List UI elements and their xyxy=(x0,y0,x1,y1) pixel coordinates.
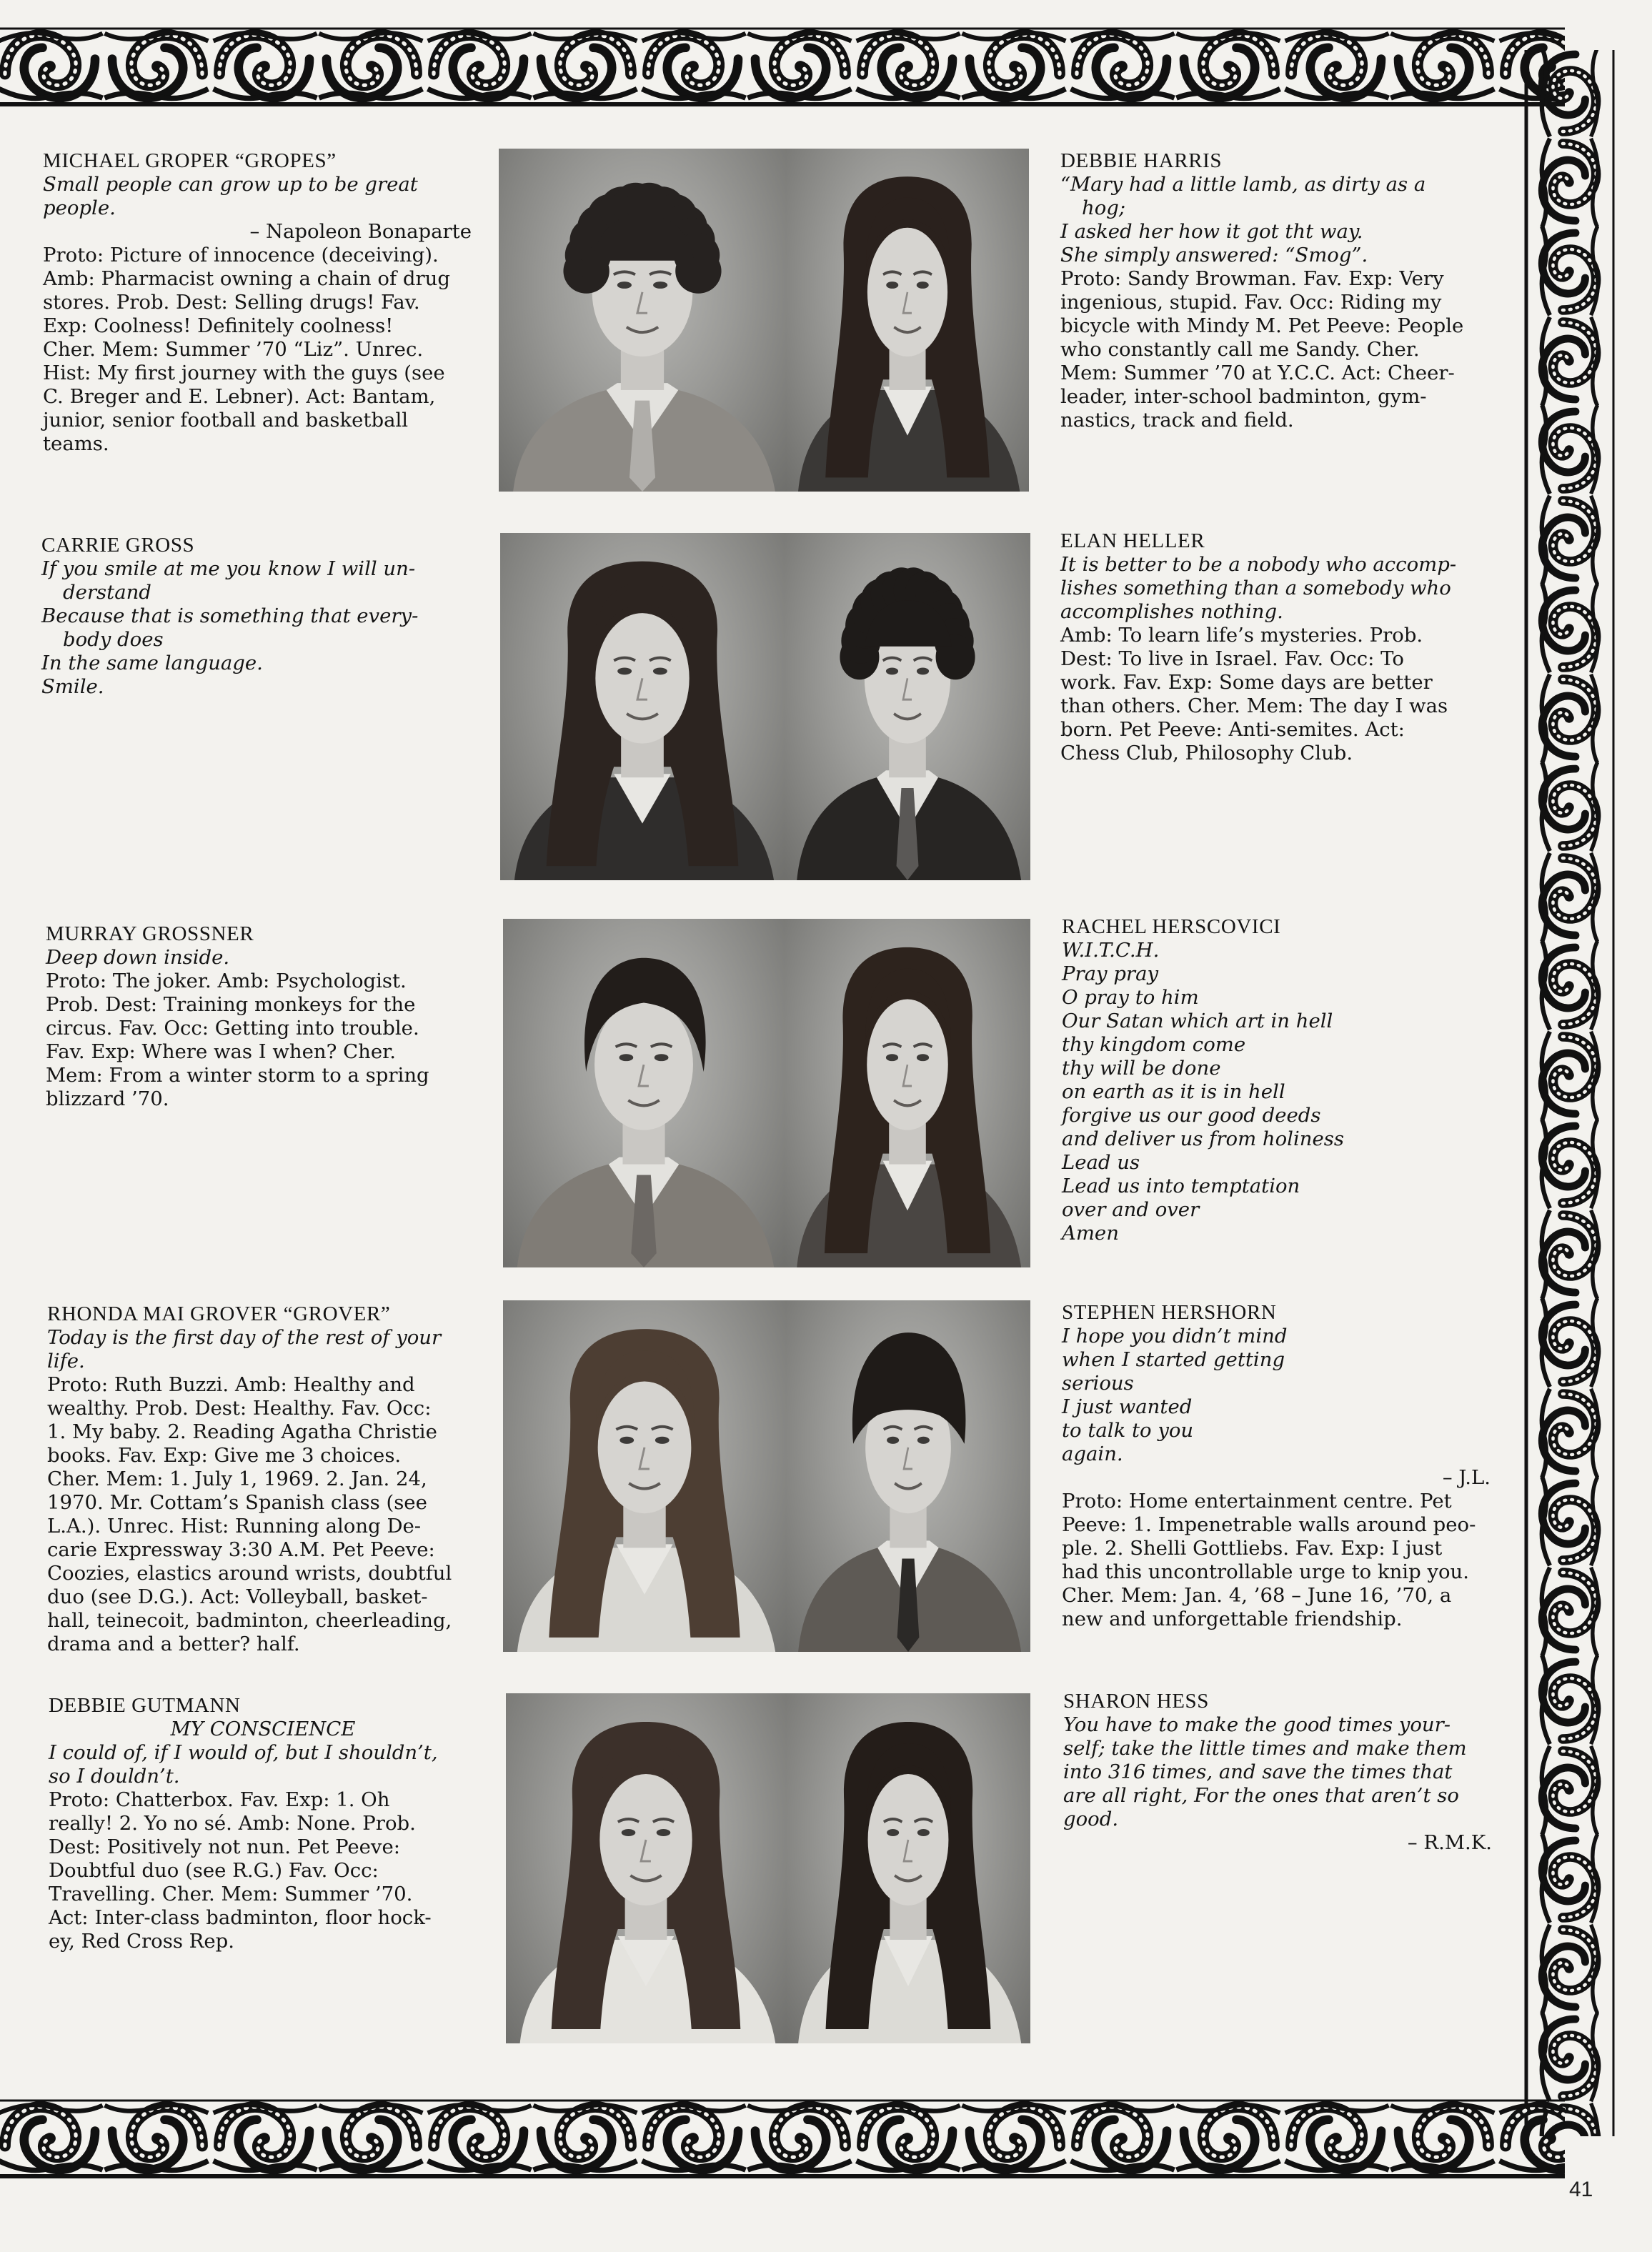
page-number: 41 xyxy=(1569,2178,1593,2201)
bio-line: Doubtful duo (see R.G.) Fav. Occ: xyxy=(49,1859,379,1882)
bio-line: Proto: Home entertainment centre. Pet xyxy=(1062,1490,1452,1513)
entry-debbie-gutmann xyxy=(49,1693,477,1953)
bio-line: Chess Club, Philosophy Club. xyxy=(1060,742,1353,764)
student-name: MURRAY GROSSNER xyxy=(46,922,254,945)
entry-michael-groper xyxy=(43,149,472,456)
bio-line: Cher. Mem: Summer ’70 “Liz”. Unrec. xyxy=(43,338,424,361)
bio-line: Proto: Chatterbox. Fav. Exp: 1. Oh xyxy=(49,1788,390,1811)
bio-line: Dest: Positively not nun. Pet Peeve: xyxy=(49,1835,400,1858)
quote-line: lishes something than a somebody who xyxy=(1060,577,1451,599)
photo-rachel-herscovici xyxy=(785,919,1030,1267)
bio-line: 1970. Mr. Cottam’s Spanish class (see xyxy=(47,1491,427,1514)
student-name: CARRIE GROSS xyxy=(41,534,195,557)
portrait-image xyxy=(506,1693,786,2043)
quote-line: and deliver us from holiness xyxy=(1062,1127,1344,1150)
portrait-image xyxy=(785,533,1030,880)
bio-line: blizzard ’70. xyxy=(46,1087,169,1110)
bio-line: Cher. Mem: 1. July 1, 1969. 2. Jan. 24, xyxy=(47,1468,427,1490)
bio-line: nastics, track and field. xyxy=(1060,409,1294,432)
photo-stephen-hershorn xyxy=(786,1300,1030,1652)
bio-line: Mem: From a winter storm to a spring xyxy=(46,1064,429,1087)
entry-stephen-hershorn xyxy=(1062,1300,1491,1631)
quote-line: O pray to him xyxy=(1062,986,1199,1009)
bio-line: Travelling. Cher. Mem: Summer ’70. xyxy=(49,1883,413,1905)
bio-line: teams. xyxy=(43,432,109,455)
bio-line: had this uncontrollable urge to knip you. xyxy=(1062,1560,1469,1583)
student-name: RACHEL HERSCOVICI xyxy=(1062,915,1281,938)
bio-line: L.A.). Unrec. Hist: Running along De- xyxy=(47,1515,422,1538)
entry-elan-heller xyxy=(1060,529,1489,765)
quote-line: when I started getting xyxy=(1062,1348,1285,1371)
quote-line: on earth as it is in hell xyxy=(1062,1080,1285,1103)
ornament-border-bottom xyxy=(0,2085,1565,2192)
quote-line: Lead us xyxy=(1062,1151,1140,1174)
bio-line: really! 2. Yo no sé. Amb: None. Prob. xyxy=(49,1812,416,1835)
quote-line: I just wanted xyxy=(1062,1395,1193,1418)
bio-line: Exp: Coolness! Definitely coolness! xyxy=(43,314,394,337)
student-name: STEPHEN HERSHORN xyxy=(1062,1301,1277,1324)
quote-line: forgive us our good deeds xyxy=(1062,1104,1321,1127)
quote-line: Our Satan which art in hell xyxy=(1062,1010,1333,1032)
bio-line: books. Fav. Exp: Give me 3 choices. xyxy=(47,1444,402,1467)
quote-line: It is better to be a nobody who accomp- xyxy=(1060,553,1457,576)
photo-michael-groper xyxy=(499,149,786,492)
bio-line: than others. Cher. Mem: The day I was xyxy=(1060,694,1448,717)
photo-carrie-gross xyxy=(500,533,785,880)
quote-line: to talk to you xyxy=(1062,1419,1194,1442)
bio-line: Proto: Picture of innocence (deceiving). xyxy=(43,244,439,266)
quote-line: serious xyxy=(1062,1372,1134,1395)
bio-line: Hist: My first journey with the guys (see xyxy=(43,362,445,384)
quote-line: I asked her how it got tht way. xyxy=(1060,220,1363,243)
portrait-image xyxy=(785,919,1030,1267)
bio-line: hall, teinecoit, badminton, cheerleading, xyxy=(47,1609,452,1632)
quote-line: Smile. xyxy=(41,675,104,698)
quote-line: hog; xyxy=(1082,196,1126,219)
entry-rhonda-grover xyxy=(47,1302,476,1656)
entry-sharon-hess xyxy=(1063,1689,1492,1855)
student-name: MICHAEL GROPER “GROPES” xyxy=(43,149,337,172)
photo-rhonda-grover xyxy=(503,1300,786,1652)
bio-line: born. Pet Peeve: Anti-semites. Act: xyxy=(1060,718,1405,741)
entry-murray-grossner xyxy=(46,922,474,1111)
bio-line: carie Expressway 3:30 A.M. Pet Peeve: xyxy=(47,1538,435,1561)
student-name: DEBBIE HARRIS xyxy=(1060,149,1223,172)
bio-line: Dest: To live in Israel. Fav. Occ: To xyxy=(1060,647,1404,670)
quote-line: into 316 times, and save the times that xyxy=(1063,1760,1453,1783)
bio-line: bicycle with Mindy M. Pet Peeve: People xyxy=(1060,314,1464,337)
quote-line: self; take the little times and make them xyxy=(1063,1737,1467,1760)
bio-line: Proto: Ruth Buzzi. Amb: Healthy and xyxy=(47,1373,415,1396)
ornament-border-right xyxy=(1513,50,1621,2136)
portrait-image xyxy=(503,919,785,1267)
bio-line: Fav. Exp: Where was I when? Cher. xyxy=(46,1040,396,1063)
quote-line: W.I.T.C.H. xyxy=(1062,939,1160,962)
student-name: SHARON HESS xyxy=(1063,1690,1210,1713)
student-name: ELAN HELLER xyxy=(1060,529,1205,552)
bio-line: drama and a better? half. xyxy=(47,1633,300,1655)
bio-line: Peeve: 1. Impenetrable walls around peo- xyxy=(1062,1513,1476,1536)
quote-line: Small people can grow up to be great xyxy=(43,173,418,196)
bio-line: Proto: Sandy Browman. Fav. Exp: Very xyxy=(1060,267,1444,290)
bio-line: who constantly call me Sandy. Cher. xyxy=(1060,338,1420,361)
quote-line: are all right, For the ones that aren’t so xyxy=(1063,1784,1459,1807)
bio-line: wealthy. Prob. Dest: Healthy. Fav. Occ: xyxy=(47,1397,432,1420)
quote-line: accomplishes nothing. xyxy=(1060,600,1283,623)
portrait-image xyxy=(786,1693,1030,2043)
bio-line: Mem: Summer ’70 at Y.C.C. Act: Cheer- xyxy=(1060,362,1455,384)
bio-line: duo (see D.G.). Act: Volleyball, basket- xyxy=(47,1585,428,1608)
quote-line: Deep down inside. xyxy=(46,946,230,969)
bio-line: – R.M.K. xyxy=(1407,1831,1492,1854)
quote-line: Pray pray xyxy=(1062,962,1159,985)
quote-line: Amen xyxy=(1062,1222,1119,1245)
bio-line: – Napoleon Bonaparte xyxy=(249,220,472,243)
bio-line: Prob. Dest: Training monkeys for the xyxy=(46,993,416,1016)
quote-line: Because that is something that every- xyxy=(41,604,419,627)
bio-line: junior, senior football and basketball xyxy=(43,409,409,432)
quote-line: MY CONSCIENCE xyxy=(170,1718,356,1740)
quote-line: Lead us into temptation xyxy=(1062,1175,1300,1197)
photo-murray-grossner xyxy=(503,919,785,1267)
quote-line: Today is the first day of the rest of your xyxy=(47,1326,442,1349)
photo-debbie-gutmann xyxy=(506,1693,786,2043)
portrait-image xyxy=(786,1300,1030,1652)
student-name: DEBBIE GUTMANN xyxy=(49,1694,241,1717)
bio-line: Act: Inter-class badminton, floor hock- xyxy=(49,1906,432,1929)
quote-line: people. xyxy=(43,196,116,219)
quote-line: life. xyxy=(47,1350,85,1372)
bio-line: leader, inter-school badminton, gym- xyxy=(1060,385,1427,408)
quote-line: thy will be done xyxy=(1062,1057,1221,1080)
bio-line: new and unforgettable friendship. xyxy=(1062,1608,1403,1630)
portrait-image xyxy=(503,1300,786,1652)
photo-sharon-hess xyxy=(786,1693,1030,2043)
ornament-border-top xyxy=(0,13,1565,120)
quote-line: over and over xyxy=(1062,1198,1200,1221)
entry-rachel-herscovici xyxy=(1062,915,1491,1245)
quote-line: body does xyxy=(63,628,164,651)
quote-line: again. xyxy=(1062,1443,1123,1465)
photo-elan-heller xyxy=(785,533,1030,880)
bio-line: work. Fav. Exp: Some days are better xyxy=(1060,671,1433,694)
quote-line: derstand xyxy=(63,581,151,604)
bio-line: ey, Red Cross Rep. xyxy=(49,1930,235,1953)
quote-line: I hope you didn’t mind xyxy=(1062,1325,1288,1347)
bio-line: Cher. Mem: Jan. 4, ’68 – June 16, ’70, a xyxy=(1062,1584,1452,1607)
bio-line: ple. 2. Shelli Gottliebs. Fav. Exp: I just xyxy=(1062,1537,1443,1560)
bio-line: ingenious, stupid. Fav. Occ: Riding my xyxy=(1060,291,1442,314)
portrait-image xyxy=(500,533,785,880)
portrait-image xyxy=(499,149,786,492)
photo-debbie-harris xyxy=(786,149,1029,492)
bio-line: C. Breger and E. Lebner). Act: Bantam, xyxy=(43,385,436,408)
quote-line: thy kingdom come xyxy=(1062,1033,1246,1056)
quote-line: so I douldn’t. xyxy=(49,1765,180,1788)
portrait-image xyxy=(786,149,1029,492)
entry-debbie-harris xyxy=(1060,149,1489,432)
bio-line: circus. Fav. Occ: Getting into trouble. xyxy=(46,1017,419,1040)
bio-line: Amb: To learn life’s mysteries. Prob. xyxy=(1060,624,1423,647)
bio-line: – J.L. xyxy=(1442,1466,1491,1489)
quote-line: She simply answered: “Smog”. xyxy=(1060,244,1368,266)
bio-line: 1. My baby. 2. Reading Agatha Christie xyxy=(47,1420,437,1443)
quote-line: good. xyxy=(1063,1808,1119,1830)
quote-line: If you smile at me you know I will un- xyxy=(41,557,416,580)
quote-line: In the same language. xyxy=(41,652,263,674)
bio-line: Coozies, elastics around wrists, doubtful xyxy=(47,1562,452,1585)
bio-line: Proto: The joker. Amb: Psychologist. xyxy=(46,970,407,992)
bio-line: Amb: Pharmacist owning a chain of drug xyxy=(43,267,450,290)
quote-line: “Mary had a little lamb, as dirty as a xyxy=(1060,173,1426,196)
student-name: RHONDA MAI GROVER “GROVER” xyxy=(47,1302,391,1325)
bio-line: stores. Prob. Dest: Selling drugs! Fav. xyxy=(43,291,420,314)
quote-line: I could of, if I would of, but I shouldn’t, xyxy=(49,1741,438,1764)
entry-carrie-gross xyxy=(41,533,470,699)
quote-line: You have to make the good times your- xyxy=(1063,1713,1451,1736)
